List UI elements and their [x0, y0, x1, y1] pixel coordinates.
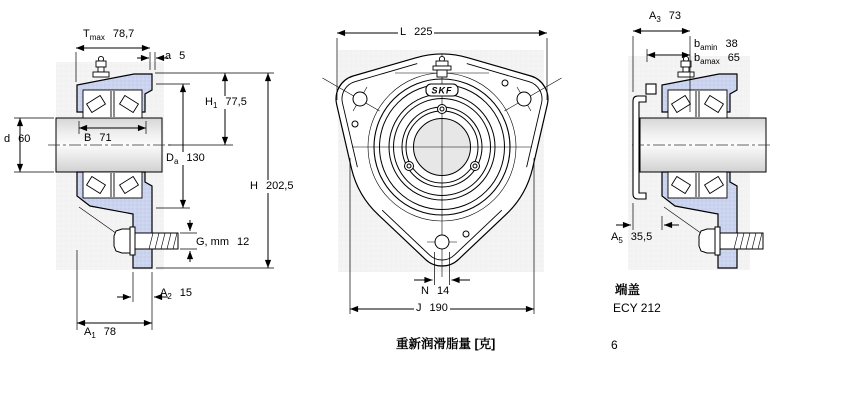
skf-logo-text: SKF	[431, 85, 453, 96]
dim-label-g: G, mm 12	[196, 236, 250, 248]
dim-label-bamin: $b_{amin}$ 38	[694, 38, 738, 53]
end-cover-label: 端盖	[615, 283, 641, 297]
dim-label-d: d 60	[4, 133, 31, 145]
dim-label-h: H 202,5	[250, 180, 294, 192]
dim-label-l: L 225	[400, 26, 433, 38]
regrease-value: 6	[611, 338, 618, 352]
dim-label-bamax: $b_{amax}$ 65	[694, 52, 740, 67]
end-cover-value: ECY 212	[613, 301, 661, 315]
dim-label-tmax: $T_{max}$ 78,7	[83, 28, 135, 43]
dim-label-h1: $H_1$ 77,5	[205, 96, 247, 111]
dim-label-j: J 190	[416, 302, 448, 314]
front-view	[323, 33, 562, 314]
dim-label-a5: $A_5$ 35,5	[611, 231, 653, 246]
dim-label-b: B 71	[84, 132, 112, 144]
dim-label-da: $D_a$ 130	[166, 152, 205, 167]
dim-label-a1: $A_1$ 78	[84, 326, 117, 341]
dim-label-a3: $A_3$ 73	[649, 10, 682, 25]
regrease-label: 重新润滑脂量 [克]	[396, 337, 496, 351]
skf-logo	[426, 84, 458, 96]
dim-label-a2: $A_2$ 15	[160, 287, 193, 302]
left-view-side-section	[14, 48, 274, 330]
dim-label-a: a 5	[165, 50, 186, 62]
dim-label-n: N 14	[421, 285, 450, 297]
